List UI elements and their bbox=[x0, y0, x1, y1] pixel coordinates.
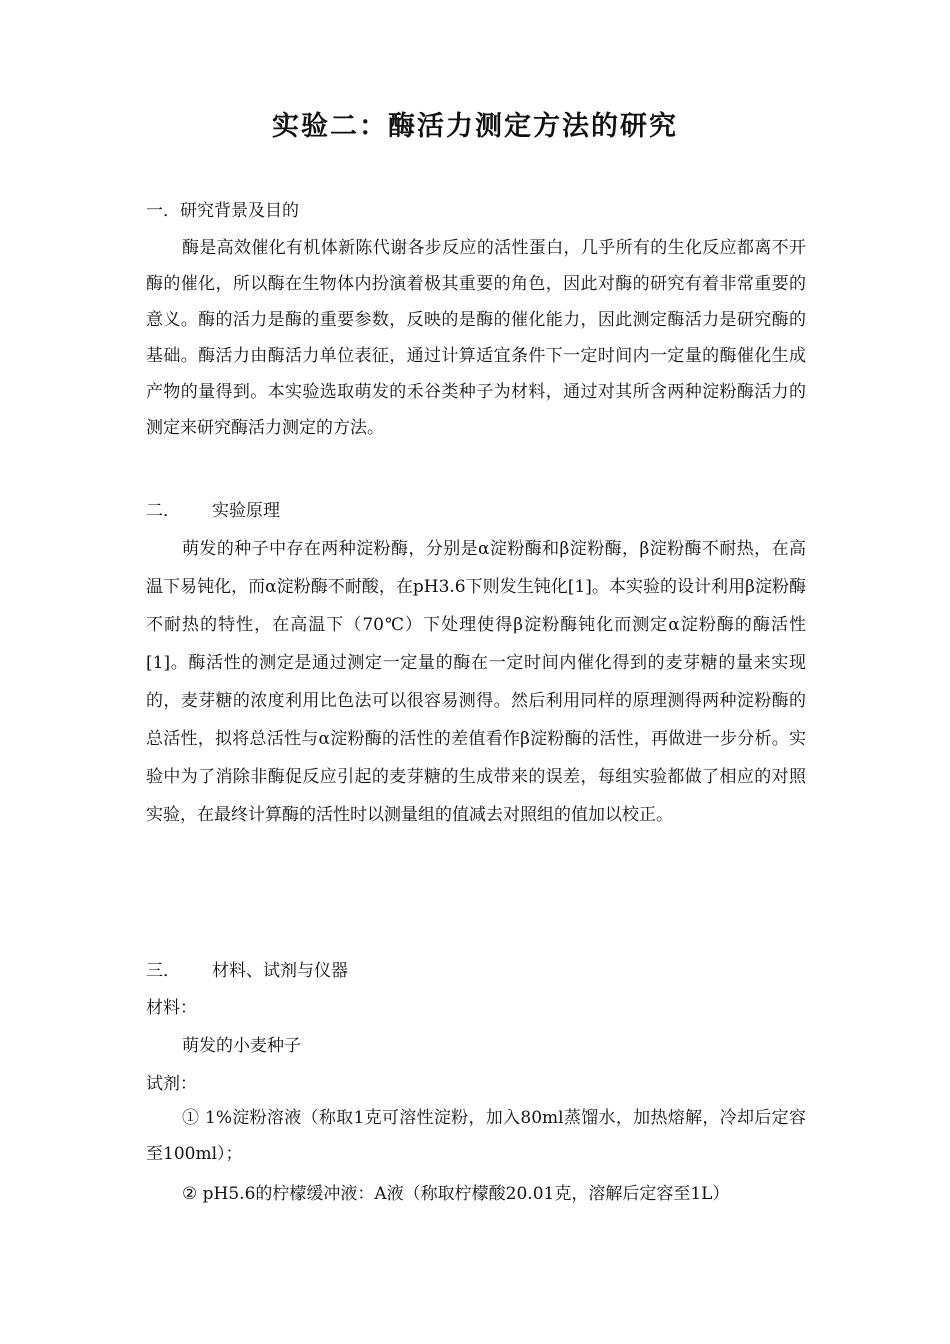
section-2-title: 实验原理 bbox=[212, 501, 280, 521]
materials-item: 萌发的小麦种子 bbox=[182, 1036, 301, 1056]
reagent-item-2: ② pH5.6的柠檬缓冲液：A液（称取柠檬酸20.01克，溶解后定容至1L） bbox=[182, 1184, 730, 1204]
section-3-title: 材料、试剂与仪器 bbox=[212, 961, 348, 981]
section-3-heading bbox=[146, 956, 348, 981]
reagent-item-1: ① 1%淀粉溶液（称取1克可溶性淀粉，加入80ml蒸馏水，加热熔解，冷却后定容至100ml）； bbox=[146, 1108, 806, 1164]
materials-label: 材料： bbox=[146, 998, 197, 1018]
section-1-paragraph: 酶是高效催化有机体新陈代谢各步反应的活性蛋白，几乎所有的生化反应都离不开酶的催化，所以酶在生物体内扮演着极其重要的角色，因此对酶的研究有着非常重要的意义。酶的活力是酶的重要参数，反映的是酶的催化能力，因此测定酶活力是研究酶的基础。酶活力由酶活力单位表征，通过计算适宜条件下一定时间内一定量的酶催化生成产物的量得到。本实验选取萌发的禾谷类种子为材料，通过对其所含两种淀粉酶活力的测定来研究酶活力测定的方法。 bbox=[146, 238, 806, 438]
section-2-paragraph: 萌发的种子中存在两种淀粉酶，分别是α淀粉酶和β淀粉酶，β淀粉酶不耐热，在高温下易钝化，而α淀粉酶不耐酸，在pH3.6下则发生钝化[1]。本实验的设计利用β淀粉酶不耐热的特性，在高温下（70℃）下处理使得β淀粉酶钝化而测定α淀粉酶的酶活性[1]。酶活性的测定是通过测定一定量的酶在一定时间内催化得到的麦芽糖的量来实现的，麦芽糖的浓度利用比色法可以很容易测得。然后利用同样的原理测得两种淀粉酶的总活性，拟将总活性与α淀粉酶的活性的差值看作β淀粉酶的活性，再做进一步分析。实验中为了消除非酶促反应引起的麦芽糖的生成带来的误差，每组实验都做了相应的对照实验，在最终计算酶的活性时以测量组的值减去对照组的值加以校正。 bbox=[146, 539, 806, 825]
reagents-label: 试剂： bbox=[146, 1074, 197, 1094]
section-3-number: 三． bbox=[146, 961, 180, 981]
section-2-heading bbox=[146, 496, 280, 521]
section-2-number: 二． bbox=[146, 501, 180, 521]
section-1-heading: 一．研究背景及目的 bbox=[146, 201, 299, 221]
page-title: 实验二：酶活力测定方法的研究 bbox=[272, 111, 678, 142]
